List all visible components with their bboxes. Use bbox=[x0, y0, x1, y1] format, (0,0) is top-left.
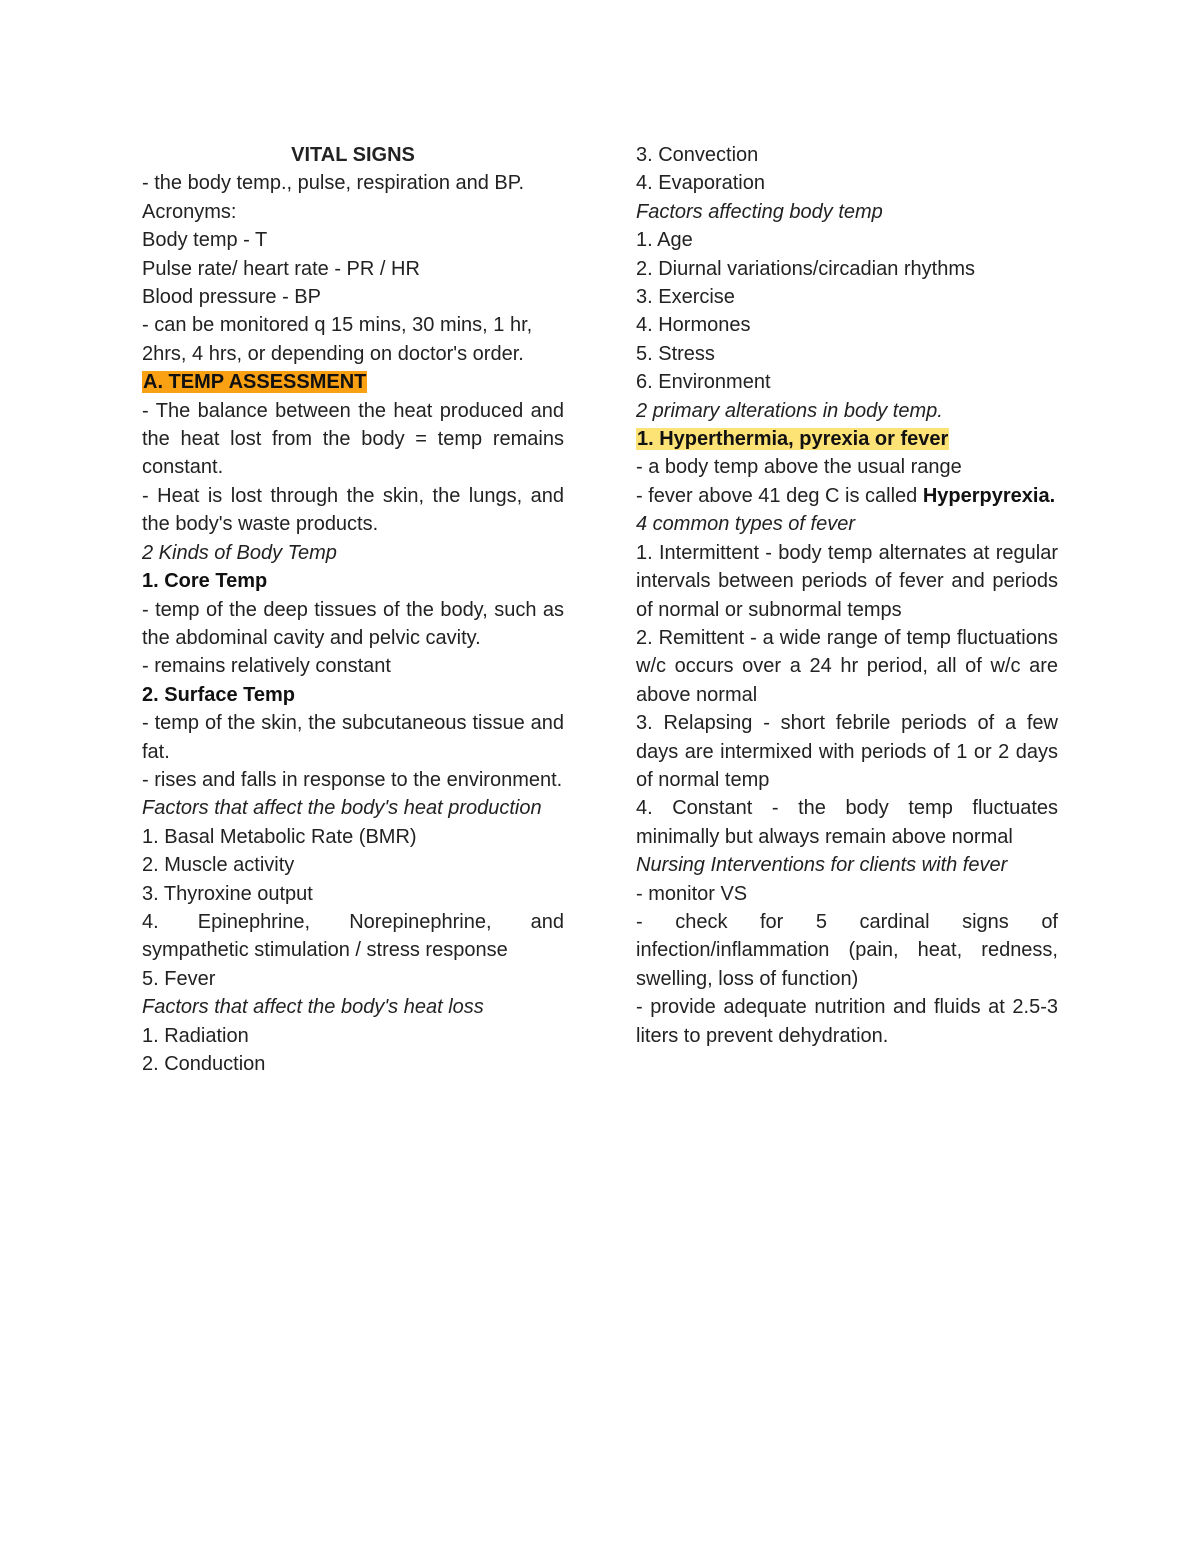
left-column bbox=[142, 141, 564, 1078]
nursing-item: - provide adequate nutrition and fluids at 2.5-3 liters to prevent dehydration. bbox=[636, 996, 1058, 1047]
factors-heading: Factors affecting body temp bbox=[636, 200, 883, 223]
intro-line: Pulse rate/ heart rate - PR / HR bbox=[142, 257, 420, 280]
core-temp-paragraph: - temp of the deep tissues of the body, such as the abdominal cavity and pelvic cavity. bbox=[142, 598, 564, 649]
hyperthermia-heading: 1. Hyperthermia, pyrexia or fever bbox=[637, 428, 949, 451]
list-item: 6. Environment bbox=[636, 371, 771, 394]
hyperthermia-paragraph bbox=[636, 482, 1058, 510]
nursing-heading: Nursing Interventions for clients with fever bbox=[636, 854, 1008, 877]
intro-line: - can be monitored q 15 mins, 30 mins, 1 hr, bbox=[142, 314, 533, 337]
list-item: 3. Convection bbox=[636, 144, 759, 166]
intro-line: Acronyms: bbox=[142, 200, 237, 223]
nursing-item: - monitor VS bbox=[636, 882, 748, 905]
hyperthermia-text: - fever above 41 deg C is called bbox=[636, 484, 918, 507]
list-item: 2. Conduction bbox=[142, 1053, 266, 1075]
heat-loss-heading: Factors that affect the body's heat loss bbox=[142, 996, 484, 1019]
right-column bbox=[636, 141, 1058, 1050]
intro-line: - the body temp., pulse, respiration and BP. bbox=[142, 172, 525, 195]
intro-line: Body temp - T bbox=[142, 229, 268, 252]
fever-type-item: 2. Remittent - a wide range of temp fluctuations w/c occurs over a 24 hr period, all of w/c are above normal bbox=[636, 626, 1058, 706]
list-item: 2. Muscle activity bbox=[142, 854, 295, 877]
fever-type-item: 1. Intermittent - body temp alternates at regular intervals between periods of fever and periods of normal or subnormal temps bbox=[636, 541, 1058, 621]
list-item: 4. Epinephrine, Norepinephrine, and sympathetic stimulation / stress response bbox=[142, 910, 564, 962]
fever-type-item: 3. Relapsing - short febrile periods of a few days are intermixed with periods of 1 or 2 days of normal temp bbox=[636, 712, 1058, 791]
list-item: 2. Diurnal variations/circadian rhythms bbox=[636, 257, 976, 280]
section-a-paragraph: - Heat is lost through the skin, the lungs, and the body's waste products. bbox=[142, 484, 564, 536]
intro-line: Blood pressure - BP bbox=[142, 286, 321, 309]
hyperpyrexia-term: Hyperpyrexia. bbox=[922, 484, 1056, 507]
list-item: 3. Exercise bbox=[636, 286, 735, 309]
list-item: 1. Age bbox=[636, 229, 693, 252]
section-a-paragraph: - The balance between the heat produced and the heat lost from the body = temp remains constant. bbox=[142, 399, 564, 479]
list-item: 4. Evaporation bbox=[636, 172, 765, 195]
nursing-item: - check for 5 cardinal signs of infection/inflammation (pain, heat, redness, swelling, loss of function) bbox=[636, 910, 1058, 990]
surface-temp-paragraph: - rises and falls in response to the environment. bbox=[142, 768, 563, 791]
kinds-heading: 2 Kinds of Body Temp bbox=[142, 541, 337, 564]
list-item: 4. Hormones bbox=[636, 314, 751, 337]
fever-types-heading: 4 common types of fever bbox=[636, 513, 855, 536]
core-temp-paragraph: - remains relatively constant bbox=[142, 655, 391, 678]
alterations-heading: 2 primary alterations in body temp. bbox=[636, 399, 943, 422]
page-title: VITAL SIGNS bbox=[291, 144, 415, 166]
list-item: 1. Basal Metabolic Rate (BMR) bbox=[142, 825, 417, 848]
list-item: 3. Thyroxine output bbox=[142, 882, 313, 905]
core-temp-heading: 1. Core Temp bbox=[142, 570, 268, 593]
section-a-heading: A. TEMP ASSESSMENT bbox=[143, 371, 367, 394]
surface-temp-heading: 2. Surface Temp bbox=[142, 683, 296, 706]
surface-temp-paragraph: - temp of the skin, the subcutaneous tissue and fat. bbox=[142, 712, 564, 763]
list-item: 5. Stress bbox=[636, 342, 715, 365]
fever-type-item: 4. Constant - the body temp fluctuates minimally but always remain above normal bbox=[636, 797, 1058, 848]
heat-production-heading: Factors that affect the body's heat production bbox=[142, 797, 542, 820]
list-item: 1. Radiation bbox=[142, 1024, 249, 1047]
list-item: 5. Fever bbox=[142, 967, 216, 990]
intro-line: 2hrs, 4 hrs, or depending on doctor's order. bbox=[142, 342, 524, 365]
hyperthermia-paragraph: - a body temp above the usual range bbox=[636, 456, 962, 479]
